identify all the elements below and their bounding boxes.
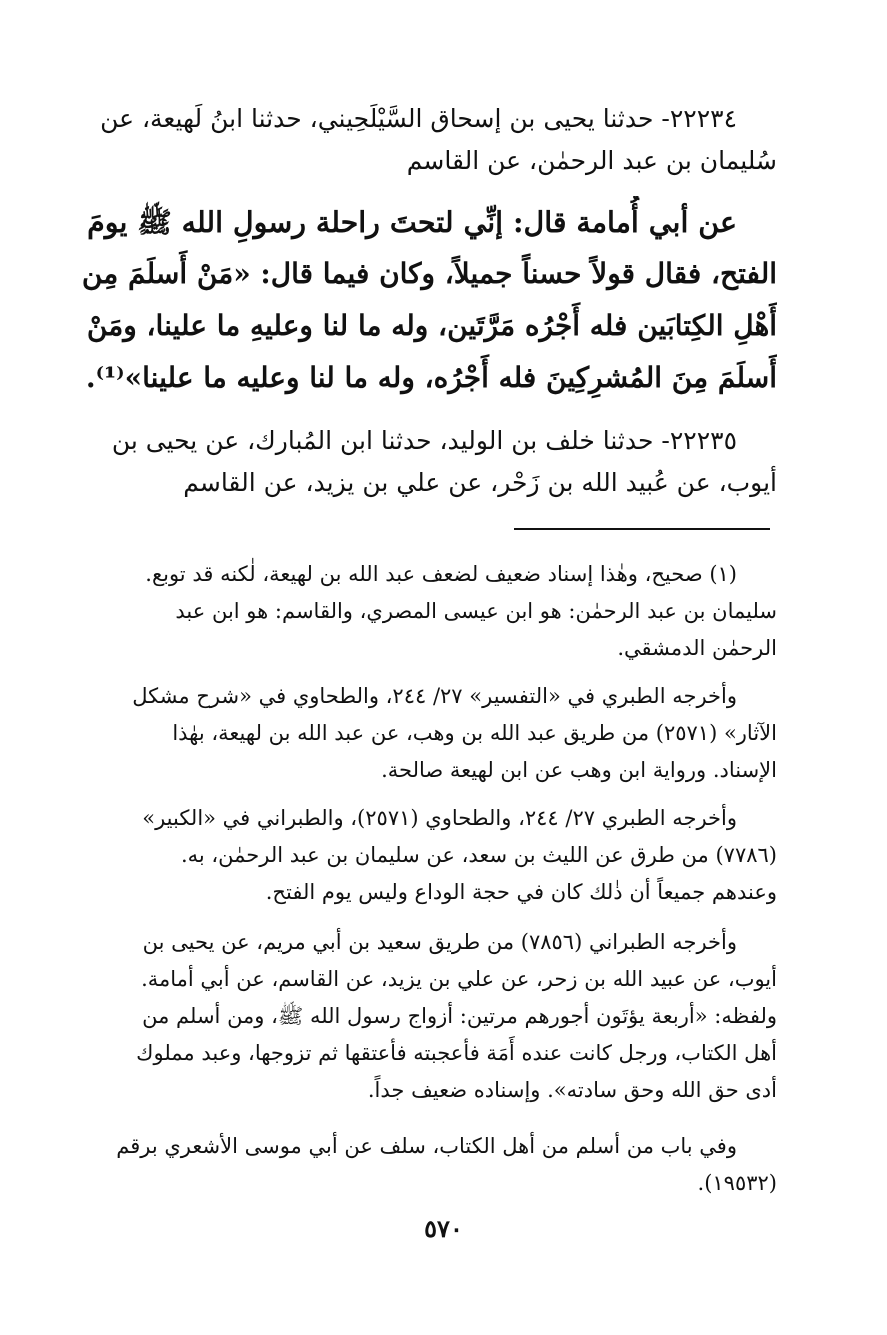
- text-line: (١) صحيح، وهٰذا إسناد ضعيف لضعف عبد الله بن لهيعة، لٰكنه قد توبع.: [145, 562, 737, 586]
- text-line: عن أبي أُمامة قال: إنِّي لتحتَ راحلة رسولِ الله ﷺ يومَ: [87, 205, 737, 239]
- text-line: (٧٧٨٦) من طرق عن الليث بن سعد، عن سليمان بن عبد الرحمٰن، به.: [180, 843, 777, 867]
- text-line: وأخرجه الطبري ٢٧/ ٢٤٤، والطحاوي (٢٥٧١)، والطبراني في «الكبير»: [142, 806, 737, 830]
- text-line: أهل الكتاب، ورجل كانت عنده أَمَة فأعجبته فأعتقها ثم تزوجها، وعبد مملوك: [136, 1041, 777, 1065]
- text-line: وفي باب من أسلم من أهل الكتاب، سلف عن أبي موسى الأشعري برقم: [116, 1134, 737, 1158]
- text-line: أدى حق الله وحق سادته». وإسناده ضعيف جداً.: [367, 1078, 777, 1102]
- text-line: ٢٢٢٣٤- حدثنا يحيى بن إسحاق السَّيْلَحِيني، حدثنا ابنُ لَهيعة، عن: [100, 104, 737, 133]
- hadith-22234-isnad: [79, 98, 777, 182]
- text-line: الفتح، فقال قولاً حسناً جميلاً، وكان فيما قال: «مَنْ أَسلَمَ مِن: [81, 257, 777, 290]
- footnote-takhrij-1: [79, 678, 777, 789]
- hadith-22235-isnad: [79, 420, 777, 504]
- footnote-takhrij-2: [79, 800, 777, 911]
- footnote-1: [79, 556, 777, 667]
- text-line: وعندهم جميعاً أن ذٰلك كان في حجة الوداع وليس يوم الفتح.: [265, 880, 777, 904]
- text-line: سُليمان بن عبد الرحمٰن، عن القاسم: [406, 146, 777, 175]
- text-line: وأخرجه الطبري في «التفسير» ٢٧/ ٢٤٤، والطحاوي في «شرح مشكل: [132, 684, 737, 708]
- text-line: الإسناد. ورواية ابن وهب عن ابن لهيعة صالحة.: [381, 758, 777, 782]
- text-line: أَهْلِ الكِتابَين فله أَجْرُه مَرَّتَين، وله ما لنا وعليهِ ما علينا، ومَنْ: [86, 309, 777, 342]
- text-line: أَسلَمَ مِنَ المُشرِكِينَ فله أَجْرُه، وله ما لنا وعليه ما علينا»⁽¹⁾.: [85, 361, 777, 394]
- text-line: أيوب، عن عبيد الله بن زحر، عن علي بن يزيد، عن القاسم، عن أبي أمامة.: [141, 967, 777, 991]
- text-line: الرحمٰن الدمشقي.: [617, 636, 777, 660]
- text-line: أيوب، عن عُبيد الله بن زَحْر، عن علي بن يزيد، عن القاسم: [183, 468, 777, 497]
- text-line: ولفظه: «أربعة يؤتَون أجورهم مرتين: أزواج رسول الله ﷺ، ومن أسلم من: [142, 1004, 777, 1028]
- footnote-separator: [514, 528, 770, 530]
- hadith-22234-matn: [79, 196, 777, 404]
- text-line: ٢٢٢٣٥- حدثنا خلف بن الوليد، حدثنا ابن المُبارك، عن يحيى بن: [111, 426, 737, 455]
- page-number: ٥٧٠: [424, 1214, 463, 1243]
- text-line: (١٩٥٣٢).: [697, 1171, 777, 1195]
- footnote-cross-reference: [79, 1128, 777, 1202]
- footnote-takhrij-3: [79, 924, 777, 1109]
- text-line: سليمان بن عبد الرحمٰن: هو ابن عيسى المصري، والقاسم: هو ابن عبد: [175, 599, 777, 623]
- text-line: الآثار» (٢٥٧١) من طريق عبد الله بن وهب، عن عبد الله بن لهيعة، بهٰذا: [172, 721, 777, 745]
- text-line: وأخرجه الطبراني (٧٨٥٦) من طريق سعيد بن أبي مريم، عن يحيى بن: [142, 930, 737, 954]
